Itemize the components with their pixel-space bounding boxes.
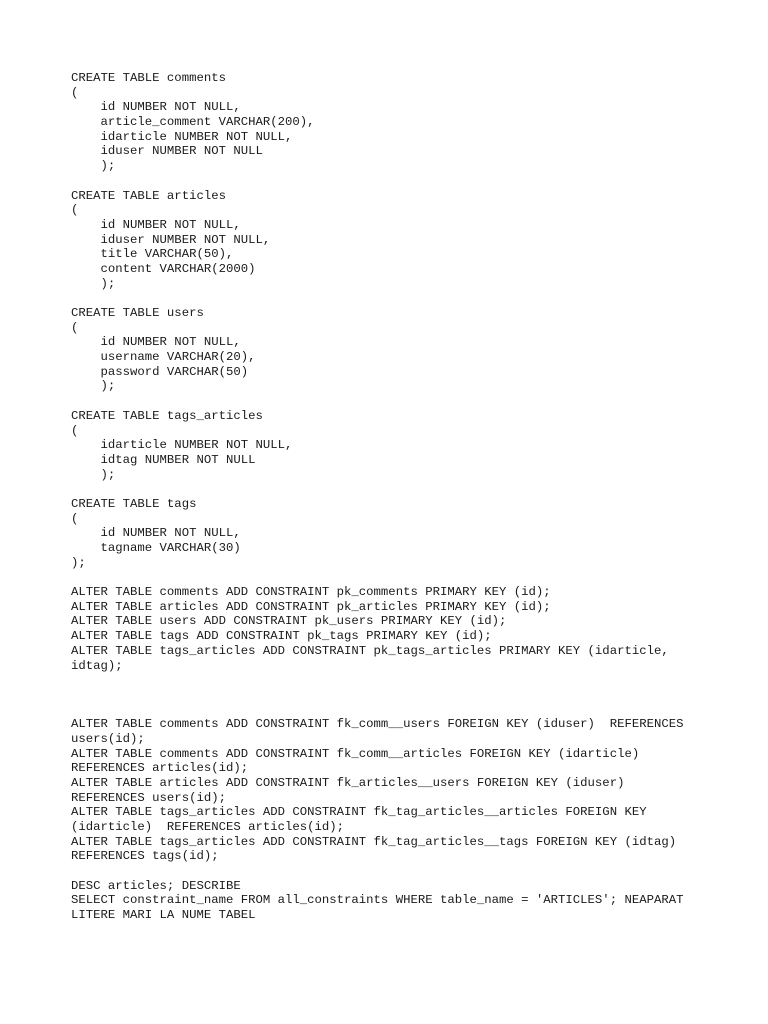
- create-table-comments: [71, 71, 731, 174]
- blank-line: [71, 291, 731, 306]
- code-line: username VARCHAR(20),: [71, 350, 256, 365]
- blank-line: [71, 394, 731, 409]
- code-line: id NUMBER NOT NULL,: [71, 335, 241, 350]
- code-line: );: [71, 159, 116, 174]
- code-line: );: [71, 467, 116, 482]
- blank-lines: [71, 673, 731, 717]
- code-line: CREATE TABLE articles: [71, 188, 226, 203]
- blank-line: [71, 174, 731, 189]
- code-line: content VARCHAR(2000): [71, 261, 256, 276]
- code-line: idarticle NUMBER NOT NULL,: [71, 129, 293, 144]
- code-line: tagname VARCHAR(30): [71, 541, 241, 555]
- code-line: ALTER TABLE tags_articles ADD CONSTRAINT pk_tags_articles PRIMARY KEY (idarticle,: [71, 643, 669, 658]
- code-line: ALTER TABLE articles ADD CONSTRAINT pk_articles PRIMARY KEY (id);: [71, 599, 551, 614]
- code-line: CREATE TABLE tags_articles: [71, 408, 263, 423]
- code-line: users(id);: [71, 731, 145, 746]
- code-line: ALTER TABLE tags_articles ADD CONSTRAINT fk_tag_articles__articles FOREIGN KEY: [71, 805, 647, 820]
- code-line: id NUMBER NOT NULL,: [71, 100, 241, 115]
- code-line: ALTER TABLE tags_articles ADD CONSTRAINT fk_tag_articles__tags FOREIGN KEY (idtag): [71, 834, 677, 849]
- code-line: REFERENCES tags(id);: [71, 849, 219, 864]
- code-line: CREATE TABLE users: [71, 306, 204, 320]
- code-line: (: [71, 85, 79, 100]
- code-line: ALTER TABLE users ADD CONSTRAINT pk_users PRIMARY KEY (id);: [71, 614, 507, 629]
- code-line: REFERENCES users(id);: [71, 790, 226, 805]
- code-line: (: [71, 203, 79, 218]
- create-table-tags-articles: [71, 409, 731, 482]
- code-line: ALTER TABLE comments ADD CONSTRAINT fk_comm__users FOREIGN KEY (iduser) REFERENCES: [71, 717, 684, 732]
- code-line: iduser NUMBER NOT NULL: [71, 144, 263, 159]
- code-line: );: [71, 379, 116, 394]
- code-line: id NUMBER NOT NULL,: [71, 217, 241, 232]
- blank-line: [71, 864, 731, 879]
- code-line: id NUMBER NOT NULL,: [71, 526, 241, 541]
- code-line: iduser NUMBER NOT NULL,: [71, 232, 271, 247]
- create-table-tags: [71, 497, 731, 570]
- describe-notes: [71, 879, 731, 923]
- code-line: ALTER TABLE comments ADD CONSTRAINT fk_comm__articles FOREIGN KEY (idarticle): [71, 746, 640, 761]
- code-line: idtag);: [71, 658, 123, 673]
- code-line: password VARCHAR(50): [71, 364, 249, 379]
- code-line: (: [71, 423, 79, 438]
- code-line: );: [71, 555, 86, 570]
- code-line: DESC articles; DESCRIBE: [71, 878, 241, 893]
- code-line: ALTER TABLE tags ADD CONSTRAINT pk_tags PRIMARY KEY (id);: [71, 629, 492, 644]
- document-page: [71, 71, 731, 923]
- code-line: ALTER TABLE comments ADD CONSTRAINT pk_comments PRIMARY KEY (id);: [71, 585, 551, 600]
- blank-line: [71, 482, 731, 497]
- code-line: SELECT constraint_name FROM all_constraints WHERE table_name = 'ARTICLES'; NEAPARAT: [71, 893, 684, 908]
- code-line: title VARCHAR(50),: [71, 247, 234, 262]
- code-line: idtag NUMBER NOT NULL: [71, 452, 256, 467]
- code-line: article_comment VARCHAR(200),: [71, 115, 315, 130]
- code-line: LITERE MARI LA NUME TABEL: [71, 908, 256, 923]
- code-line: REFERENCES articles(id);: [71, 761, 249, 776]
- code-line: CREATE TABLE tags: [71, 496, 197, 511]
- code-line: CREATE TABLE comments: [71, 71, 226, 85]
- code-line: ALTER TABLE articles ADD CONSTRAINT fk_articles__users FOREIGN KEY (iduser): [71, 775, 625, 790]
- primary-key-constraints: [71, 585, 731, 673]
- code-line: (idarticle) REFERENCES articles(id);: [71, 820, 345, 834]
- code-line: (: [71, 320, 79, 335]
- blank-line: [71, 570, 731, 585]
- code-line: idarticle NUMBER NOT NULL,: [71, 438, 293, 453]
- create-table-articles: [71, 189, 731, 292]
- code-line: (: [71, 511, 79, 526]
- foreign-key-constraints: [71, 717, 731, 864]
- create-table-users: [71, 306, 731, 394]
- code-line: );: [71, 276, 116, 291]
